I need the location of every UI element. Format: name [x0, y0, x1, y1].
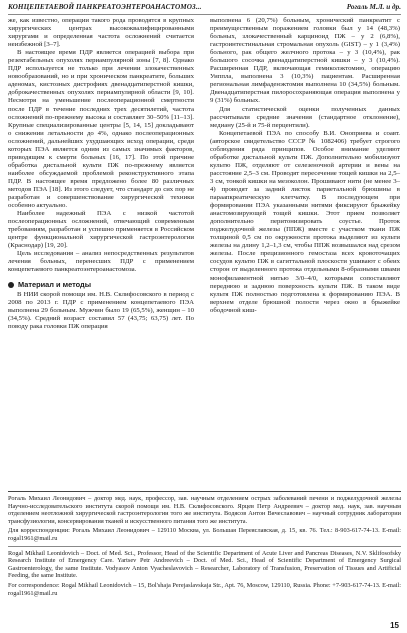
section-heading	[8, 281, 194, 289]
running-header	[8, 3, 401, 15]
footnote-en: Rogal Mikhail Leonidovich – Doct. of Med. Sci., Professor, Head of the Scientific Department of Acute Liver and Pancreas Diseases, N.V. Sklifosofsky Research Institute of Emergency Care. Yartsev Petr Andreevich – Doct. of Med. Sci., Head of Scientific Department of Emergency Surgical Gastroenterology, the same Institute. Vodyasov Anton Vyacheslavovich – Researcher, Laboratory of Transfusion, Preservation of Tissues and Artificial Feeding, the same Institute.	[8, 549, 401, 580]
paragraph: В настоящее время ПДР является операцией выбора при резектабельных опухолях периампулярной зоны [7, 8]. Однако ПДР используется не только при лечении злокачественных новообразований, но и при хроническом панкреатите, больших аденомах, кистозных дистрофиях двенадцатиперстной кишки, доброкачественных опухолях периампулярной области [9, 10]. Несмотря на уменьшение послеоперационной смертности после ПДР в течение последних трех десятилетий, частота осложнений по-прежнему высока и составляет 30–50% [11–13]. Крупные специализированные центры [5, 14, 15] докладывают о снижении летальности до 4%, однако послеоперационных осложнений, дальнейших ухудшающих исход операции, среди которых ПЭА является одним из самых значимых факторов, приводящим к смерти больных [16, 17]. По этой причине обработка дистальной культи ПЖ по-прежнему является наиболее обсуждаемой проблемой реконструктивного этапа ПДР. В настоящее время предложено более 80 различных методов ПЭА [18]. Из этого следует, что стандарт до сих пор не разработан и совершенствование хирургической техники особенно актуально.	[8, 49, 194, 210]
running-title: КОНЦЕПЕТАЕВОЙ ПАНКРЕАТОЭНТЕРОАНАСТОМОЗ...	[8, 3, 202, 11]
paragraph: Концепетаевой ПЭА по способу В.И. Оноприева и соавт. (авторское свидетельство СССР № 1082406) требует строгого соблюдения ряда принципов. Особое внимание уделяют обработке дистальной культи ПЖ. Дополнительно мобилизуют культю ПЖ, отделяют от селезеночной артерии и вены на расстояние 2,5–3 см. Проводят пересечение тощей кишки на 2,5–3 см, тонкой кишки на мезоколон. Прошивают нити (не менее 3–4) проводят за задний листок париетальной брюшины в параапкреатическую клетчатку. В последующем при формировании ПЭА указанными нитями фиксируют брыжейку анастомозирующей тощей кишки. Этот прием позволяет дополнительно перитонизировать соустье. Проток поджелудочной железы (ППЖ) вместе с участком ткани ПЖ толщиной 0,5 см по окружности протока выделяют из культи железы на длину 1,2–1,3 см, чтобы ППЖ возвышался над срезом железы. После прецизионного гемостаза всех кровоточащих сосудов культю ПЖ в сагиттальной плоскости ушивают с обеих сторон от выделенного протока отдельными 8-образными швами монофиламентной нитью 3/0–4/0, которыми сопоставляют переднюю и заднюю поверхность культи ПЖ. В таком виде культя ПЖ полностью подготовлена к формированию ПЭА. В верхнем отделе брюшной полости через окно в брыжейке ободочной киш-	[210, 129, 400, 314]
paragraph: Для статистической оценки полученных данных рассчитывали средние значения (стандартное отклонение), медиану (25-й и 75-й перцентили).	[210, 105, 400, 129]
left-column	[8, 17, 194, 331]
paragraph: же, как известно, операции такого рода проводятся в крупных хирургических центрах высококвалифицированными хирургами и определенная частота осложнений считается неизбежной [3–7].	[8, 17, 194, 49]
paragraph: В НИИ скорой помощи им. Н.В. Склифосовского в период с 2008 по 2013 г. ПДР с применением концепетаевого ПЭА выполнена 29 больным. Мужчин было 19 (65,5%), женщин – 10 (34,5%). Средний возраст составил 57 (43,75; 63,75) лет. По поводу рака головки ПЖ операция	[8, 290, 194, 330]
paragraph: Наиболее надежный ПЭА с низкой частотой послеоперационных осложнений, отвечающий современным требованиям, разработан и успешно применяется в Российском центре функциональной хирургической гастроэнтерологии (Краснодар) [19, 20].	[8, 210, 194, 250]
footnote-ru: Рогаль Михаил Леонидович – доктор мед. наук, профессор, зав. научным отделением острых заболеваний печени и поджелудочной железы Научно-исследовательского института скорой помощи им. Н.В. Склифосовского. Ярцев Петр Андреевич – доктор мед. наук, зав. научным отделением неотложной хирургической гастроэнтерологии того же института. Водясов Антон Вячеславович – научный сотрудник лаборатории трансфузиологии, консервирования тканей и искусственного питания того же института.	[8, 495, 401, 525]
footnote-divider	[8, 546, 401, 547]
bullet-icon	[8, 282, 14, 288]
paragraph: выполнена 6 (20,7%) больным, хронический панкреатит с преимущественным поражением головки был у 14 (48,3%) больных, злокачественный карциноид ПЖ – у 2 (6,8%), гастроинтестинальная стромальная опухоль (GIST) – у 1 (3,4%) больного, рак общего желчного протока – у 3 (10,4%), рак большого сосочка двенадцатиперстной кишки – у 3 (10,4%). Расширенная ПДР, включающая гемиколэктомию, операцию Уиппла, выполнена 3 (10,3%) пациентам. Расширенная региональная лимфаденэктомия выполнена 10 (34,5%) больным. Двенадцатиперстная пилоросохраняющая операция выполнена у 9 (31%) больных.	[210, 17, 400, 105]
author-footnotes	[8, 491, 401, 599]
section-heading-text: Материал и методы	[18, 279, 92, 289]
page-number: 15	[390, 621, 399, 630]
running-authors: Рогаль М.Л. и др.	[346, 3, 401, 11]
footnote-en-correspondence: For correspondence: Rogal Mikhail Leonidovich – 15, Bol'shaja Perejaslavskaja Str., Apt. 76, Moscow, 129110, Russia. Phone: +7-903-617-74-13. E-mail: rogal1961@mail.ru	[8, 581, 401, 597]
footnote-ru-correspondence: Для корреспонденции: Рогаль Михаил Леонидович – 129110 Москва, ул. Большая Переяславская, д. 15, кв. 76. Тел.: 8-903-617-74-13. E-mail: rogal1961@mail.ru	[8, 527, 401, 542]
right-column	[210, 17, 400, 315]
paragraph: Цель исследования – анализ непосредственных результатов лечения больных, перенесших ПДР с применением концепетаевого панкреатоэнтероанастомоза.	[8, 250, 194, 274]
